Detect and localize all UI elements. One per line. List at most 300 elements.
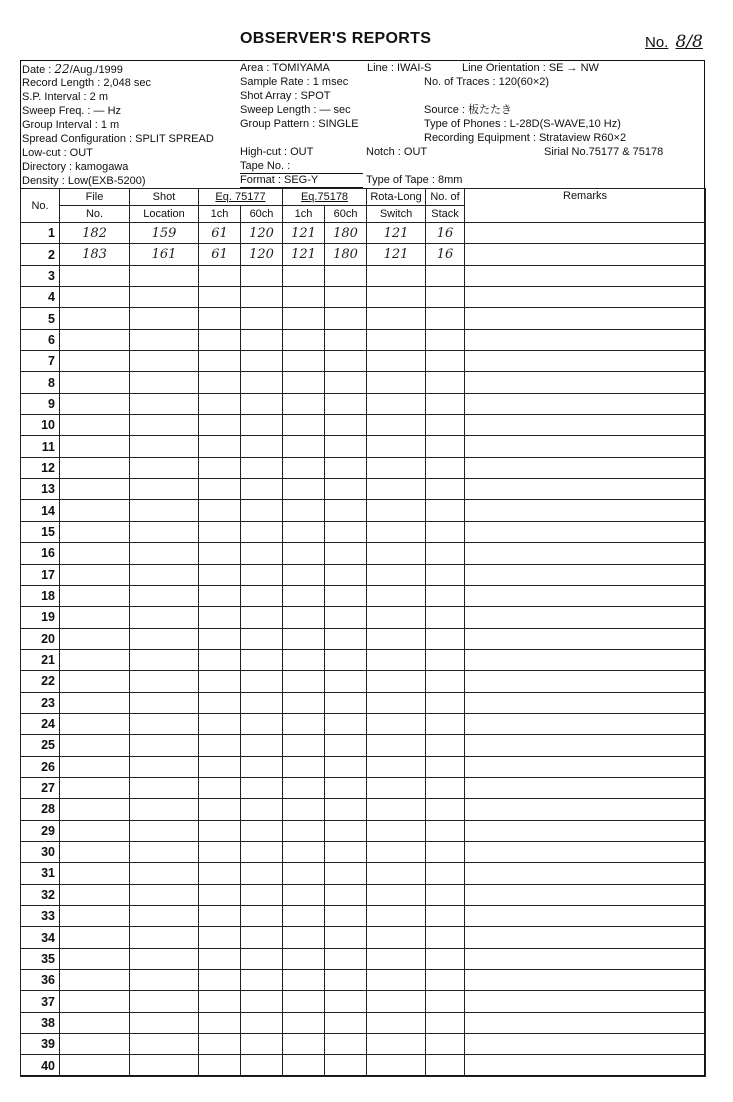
table-row (21, 436, 706, 457)
line-orientation: Line Orientation : SE → NW (462, 62, 599, 74)
cell-e1-1 (199, 500, 241, 521)
cell-shot (130, 521, 199, 542)
cell-e2-60 (325, 543, 367, 564)
cell-no: 32 (21, 884, 60, 905)
cell-rota (367, 1012, 426, 1033)
cell-file (60, 649, 130, 670)
sweep-freq: Sweep Freq. : — Hz (22, 105, 122, 117)
cell-remarks (465, 628, 706, 649)
cell-file (60, 927, 130, 948)
cell-no: 12 (21, 457, 60, 478)
cell-e2-1 (283, 1012, 325, 1033)
cell-no: 9 (21, 393, 60, 414)
cell-rota: 121 (367, 223, 426, 244)
cell-e2-60 (325, 948, 367, 969)
cell-e2-1 (283, 841, 325, 862)
cell-e2-60 (325, 970, 367, 991)
cell-no: 40 (21, 1055, 60, 1076)
cell-remarks (465, 799, 706, 820)
directory: Directory : kamogawa (22, 161, 129, 173)
table-row (21, 543, 706, 564)
report-number-value: 8/8 (675, 32, 703, 52)
cell-e2-1 (283, 777, 325, 798)
cell-e2-1 (283, 735, 325, 756)
cell-stack (426, 521, 465, 542)
header-stack-count: Stack (426, 206, 465, 223)
cell-file (60, 372, 130, 393)
cell-e2-1 (283, 756, 325, 777)
cell-e2-1 (283, 265, 325, 286)
cell-stack (426, 649, 465, 670)
cell-shot (130, 756, 199, 777)
cell-e2-1 (283, 329, 325, 350)
cell-shot (130, 415, 199, 436)
header-eq2-60ch: 60ch (325, 206, 367, 223)
cell-stack: 16 (426, 223, 465, 244)
cell-e2-1 (283, 906, 325, 927)
cell-rota (367, 649, 426, 670)
cell-e2-60 (325, 308, 367, 329)
cell-no: 26 (21, 756, 60, 777)
cell-e2-60 (325, 671, 367, 692)
cell-e1-1 (199, 351, 241, 372)
cell-shot (130, 543, 199, 564)
cell-shot (130, 649, 199, 670)
cell-e2-1 (283, 287, 325, 308)
cell-rota (367, 777, 426, 798)
cell-stack (426, 585, 465, 606)
cell-stack (426, 393, 465, 414)
cell-no: 27 (21, 777, 60, 798)
cell-remarks (465, 777, 706, 798)
cell-file (60, 799, 130, 820)
table-row (21, 457, 706, 478)
cell-e2-60 (325, 329, 367, 350)
cell-no: 31 (21, 863, 60, 884)
cell-rota (367, 884, 426, 905)
header-stack: No. of (426, 189, 465, 206)
cell-e2-60 (325, 521, 367, 542)
cell-rota (367, 948, 426, 969)
cell-e1-1 (199, 393, 241, 414)
cell-no: 3 (21, 265, 60, 286)
cell-e2-60 (325, 841, 367, 862)
cell-file (60, 777, 130, 798)
table-row (21, 329, 706, 350)
cell-stack (426, 628, 465, 649)
cell-e1-60 (241, 991, 283, 1012)
table-row (21, 628, 706, 649)
cell-shot (130, 479, 199, 500)
cell-e1-60 (241, 671, 283, 692)
cell-e1-1 (199, 628, 241, 649)
cell-remarks (465, 585, 706, 606)
cell-e2-60: 180 (325, 244, 367, 265)
cell-e1-1 (199, 927, 241, 948)
cell-rota (367, 564, 426, 585)
cell-file (60, 543, 130, 564)
cell-rota (367, 906, 426, 927)
cell-e2-1 (283, 671, 325, 692)
cell-e2-60 (325, 777, 367, 798)
cell-e1-60 (241, 948, 283, 969)
cell-file (60, 863, 130, 884)
cell-shot (130, 308, 199, 329)
cell-rota (367, 991, 426, 1012)
cell-e1-60 (241, 820, 283, 841)
cell-e2-60 (325, 735, 367, 756)
cell-shot (130, 799, 199, 820)
cell-stack (426, 713, 465, 734)
header-rota-switch: Switch (367, 206, 426, 223)
cell-remarks (465, 564, 706, 585)
cell-rota (367, 799, 426, 820)
cell-remarks (465, 223, 706, 244)
cell-e1-60 (241, 393, 283, 414)
cell-remarks (465, 308, 706, 329)
cell-rota (367, 863, 426, 884)
table-row (21, 863, 706, 884)
cell-rota (367, 351, 426, 372)
table-row (21, 671, 706, 692)
cell-e2-1 (283, 884, 325, 905)
cell-no: 20 (21, 628, 60, 649)
format-label: Format : SEG-Y (240, 174, 363, 188)
cell-rota (367, 628, 426, 649)
cell-e2-1 (283, 564, 325, 585)
cell-stack (426, 607, 465, 628)
cell-no: 29 (21, 820, 60, 841)
cell-e2-1 (283, 457, 325, 478)
cell-shot (130, 948, 199, 969)
cell-stack (426, 500, 465, 521)
table-row (21, 1055, 706, 1076)
cell-e2-60 (325, 799, 367, 820)
cell-remarks (465, 329, 706, 350)
cell-stack (426, 884, 465, 905)
table-row (21, 607, 706, 628)
cell-e1-1: 61 (199, 244, 241, 265)
cell-stack (426, 1055, 465, 1076)
cell-e1-60 (241, 863, 283, 884)
cell-remarks (465, 735, 706, 756)
date-rest: /Aug./1999 (69, 64, 123, 76)
cell-e1-1 (199, 799, 241, 820)
cell-e1-60 (241, 372, 283, 393)
cell-stack (426, 479, 465, 500)
cell-remarks (465, 649, 706, 670)
table-row (21, 970, 706, 991)
table-row (21, 713, 706, 734)
cell-e1-60 (241, 692, 283, 713)
cell-e2-60 (325, 564, 367, 585)
cell-e1-60 (241, 329, 283, 350)
cell-e1-1: 61 (199, 223, 241, 244)
cell-e1-1 (199, 287, 241, 308)
table-body (21, 223, 706, 1077)
cell-shot (130, 1034, 199, 1055)
cell-e2-60 (325, 1034, 367, 1055)
cell-file (60, 393, 130, 414)
cell-rota (367, 393, 426, 414)
cell-e2-1: 121 (283, 244, 325, 265)
cell-e1-60 (241, 564, 283, 585)
cell-stack (426, 415, 465, 436)
cell-no: 35 (21, 948, 60, 969)
cell-rota (367, 735, 426, 756)
cell-e1-1 (199, 671, 241, 692)
cell-file (60, 564, 130, 585)
cell-shot (130, 351, 199, 372)
cell-e1-60 (241, 713, 283, 734)
table-row (21, 777, 706, 798)
cell-e1-1 (199, 713, 241, 734)
group-pattern: Group Pattern : SINGLE (240, 118, 359, 130)
cell-no: 19 (21, 607, 60, 628)
cell-e2-1 (283, 351, 325, 372)
cell-e1-1 (199, 777, 241, 798)
cell-e2-60 (325, 991, 367, 1012)
cell-stack (426, 906, 465, 927)
cell-e2-60 (325, 863, 367, 884)
cell-no: 14 (21, 500, 60, 521)
cell-e1-60 (241, 351, 283, 372)
cell-shot (130, 329, 199, 350)
cell-stack (426, 927, 465, 948)
cell-stack (426, 777, 465, 798)
cell-rota (367, 500, 426, 521)
cell-no: 2 (21, 244, 60, 265)
date-field (22, 63, 123, 77)
cell-shot: 159 (130, 223, 199, 244)
cell-e2-60 (325, 820, 367, 841)
cell-e2-1 (283, 713, 325, 734)
cell-no: 34 (21, 927, 60, 948)
cell-e2-60 (325, 500, 367, 521)
cell-stack (426, 308, 465, 329)
report-number-label: No. (645, 34, 669, 51)
cell-stack: 16 (426, 244, 465, 265)
cell-shot (130, 1012, 199, 1033)
cell-file (60, 884, 130, 905)
cell-e2-1 (283, 543, 325, 564)
cell-shot (130, 287, 199, 308)
table-row (21, 820, 706, 841)
cell-remarks (465, 863, 706, 884)
cell-e1-60 (241, 265, 283, 286)
cell-e2-1 (283, 479, 325, 500)
cell-file (60, 308, 130, 329)
cell-e2-60 (325, 713, 367, 734)
cell-stack (426, 436, 465, 457)
cell-e2-1 (283, 948, 325, 969)
cell-e2-1 (283, 393, 325, 414)
cell-shot (130, 564, 199, 585)
table-row (21, 884, 706, 905)
cell-rota (367, 543, 426, 564)
cell-stack (426, 351, 465, 372)
cell-stack (426, 799, 465, 820)
cell-e1-60 (241, 415, 283, 436)
table-row (21, 649, 706, 670)
cell-e1-1 (199, 820, 241, 841)
cell-shot (130, 863, 199, 884)
cell-e1-1 (199, 692, 241, 713)
cell-no: 17 (21, 564, 60, 585)
cell-rota (367, 457, 426, 478)
cell-no: 10 (21, 415, 60, 436)
table-row (21, 308, 706, 329)
cell-remarks (465, 436, 706, 457)
cell-file (60, 820, 130, 841)
cell-e2-60 (325, 607, 367, 628)
cell-e2-1 (283, 585, 325, 606)
header-shot-location: Location (130, 206, 199, 223)
cell-stack (426, 1034, 465, 1055)
serial-no: Sirial No.75177 & 75178 (544, 146, 664, 158)
cell-e1-1 (199, 863, 241, 884)
cell-remarks (465, 351, 706, 372)
cell-e2-1 (283, 308, 325, 329)
cell-shot (130, 585, 199, 606)
cell-no: 15 (21, 521, 60, 542)
cell-stack (426, 287, 465, 308)
cell-remarks (465, 607, 706, 628)
cell-e1-60 (241, 628, 283, 649)
type-of-tape: Type of Tape : 8mm (366, 174, 463, 186)
cell-e1-1 (199, 884, 241, 905)
cell-shot (130, 692, 199, 713)
cell-remarks (465, 820, 706, 841)
cell-e1-1 (199, 543, 241, 564)
page-title: OBSERVER'S REPORTS (240, 30, 432, 47)
header-shot: Shot (130, 189, 199, 206)
cell-e1-1 (199, 564, 241, 585)
cell-shot (130, 500, 199, 521)
cell-e1-1 (199, 457, 241, 478)
cell-e2-1 (283, 863, 325, 884)
record-length: Record Length : 2,048 sec (22, 77, 152, 89)
cell-rota (367, 308, 426, 329)
cell-file (60, 329, 130, 350)
cell-e1-1 (199, 649, 241, 670)
cell-e2-60 (325, 692, 367, 713)
cell-e1-1 (199, 329, 241, 350)
cell-e1-1 (199, 735, 241, 756)
cell-e1-1 (199, 585, 241, 606)
cell-e1-1 (199, 991, 241, 1012)
cell-remarks (465, 1034, 706, 1055)
cell-no: 37 (21, 991, 60, 1012)
cell-remarks (465, 500, 706, 521)
cell-e1-60 (241, 1034, 283, 1055)
cell-file (60, 970, 130, 991)
cell-remarks (465, 991, 706, 1012)
cell-e1-60 (241, 287, 283, 308)
low-cut: Low-cut : OUT (22, 147, 93, 159)
type-of-phones: Type of Phones : L-28D(S-WAVE,10 Hz) (424, 118, 621, 130)
cell-e1-60 (241, 308, 283, 329)
cell-no: 23 (21, 692, 60, 713)
cell-stack (426, 543, 465, 564)
cell-e2-1 (283, 521, 325, 542)
cell-e1-1 (199, 265, 241, 286)
cell-remarks (465, 756, 706, 777)
cell-stack (426, 863, 465, 884)
cell-e2-60 (325, 372, 367, 393)
cell-shot (130, 970, 199, 991)
cell-remarks (465, 713, 706, 734)
cell-no: 16 (21, 543, 60, 564)
cell-e2-60 (325, 457, 367, 478)
cell-file (60, 692, 130, 713)
sample-rate: Sample Rate : 1 msec (240, 76, 349, 88)
cell-e1-1 (199, 756, 241, 777)
cell-rota (367, 607, 426, 628)
no-of-traces: No. of Traces : 120(60×2) (424, 76, 550, 88)
cell-e2-1 (283, 799, 325, 820)
table-row (21, 585, 706, 606)
cell-e2-1 (283, 1034, 325, 1055)
cell-stack (426, 265, 465, 286)
cell-no: 25 (21, 735, 60, 756)
cell-remarks (465, 671, 706, 692)
cell-no: 7 (21, 351, 60, 372)
cell-no: 18 (21, 585, 60, 606)
cell-e1-1 (199, 1034, 241, 1055)
cell-file (60, 287, 130, 308)
cell-remarks (465, 479, 706, 500)
report-number (645, 32, 703, 52)
cell-e2-60 (325, 1012, 367, 1033)
cell-e1-60 (241, 884, 283, 905)
table-row (21, 521, 706, 542)
cell-e1-60 (241, 756, 283, 777)
table-row (21, 265, 706, 286)
cell-e2-60 (325, 927, 367, 948)
cell-no: 1 (21, 223, 60, 244)
cell-e1-60 (241, 500, 283, 521)
cell-shot (130, 628, 199, 649)
cell-file (60, 1055, 130, 1076)
cell-file (60, 457, 130, 478)
cell-e1-1 (199, 308, 241, 329)
cell-e1-60 (241, 735, 283, 756)
cell-e2-1 (283, 436, 325, 457)
cell-stack (426, 1012, 465, 1033)
table-row (21, 927, 706, 948)
cell-rota (367, 692, 426, 713)
cell-e1-1 (199, 415, 241, 436)
date-label: Date : (22, 64, 52, 76)
cell-no: 24 (21, 713, 60, 734)
cell-rota (367, 756, 426, 777)
cell-file (60, 479, 130, 500)
sp-interval: S.P. Interval : 2 m (22, 91, 109, 103)
cell-shot (130, 1055, 199, 1076)
cell-file: 182 (60, 223, 130, 244)
cell-e2-1 (283, 970, 325, 991)
cell-e2-1 (283, 927, 325, 948)
cell-no: 13 (21, 479, 60, 500)
cell-no: 21 (21, 649, 60, 670)
cell-shot (130, 393, 199, 414)
cell-shot (130, 735, 199, 756)
cell-shot (130, 927, 199, 948)
cell-remarks (465, 1012, 706, 1033)
cell-e2-60 (325, 628, 367, 649)
sweep-length: Sweep Length : — sec (240, 104, 351, 116)
